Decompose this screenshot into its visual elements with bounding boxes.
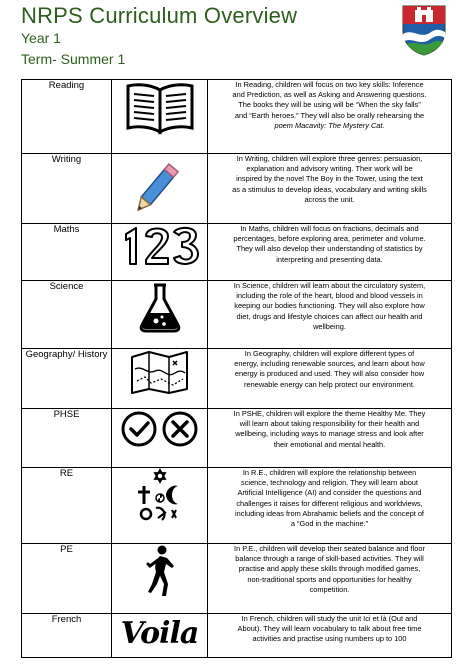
description-line: In PSHE, children will explore the theme Healthy Me. They — [233, 409, 426, 418]
description-line: wellbeing, including ways to manage stress and look after — [235, 429, 424, 439]
icon-cell — [112, 154, 208, 224]
year-label: Year 1 — [21, 30, 61, 46]
description-line: wellbeing. — [313, 321, 346, 331]
table-row — [22, 468, 452, 544]
description-line: energy, including renewable sources, and learn about how — [234, 359, 425, 369]
description-line: their emotional and mental health. — [273, 439, 386, 449]
description-line: percentages, before exploring area, perimeter and volume. — [233, 234, 426, 244]
description — [208, 544, 452, 614]
term-label: Term- Summer 1 — [21, 51, 126, 67]
table-row — [22, 154, 452, 224]
subject-label: Geography/ History — [22, 349, 112, 409]
description-line: In Geography, children will explore different types of — [244, 349, 415, 358]
table-row — [22, 80, 452, 154]
description-line: In Reading, children will focus on two key skills: Inference — [235, 80, 424, 89]
pencil-icon — [130, 154, 190, 214]
description-line: In Science, children will learn about the circulatory system, — [233, 281, 426, 290]
description-line: science, technology and religion. They will learn about — [241, 478, 418, 488]
icon-cell — [112, 468, 208, 544]
description-line: keeping our bodies functioning. They will also explore how — [234, 301, 425, 311]
subject-label: French — [22, 614, 112, 658]
table-row — [22, 544, 452, 614]
numbers-123-icon — [118, 224, 202, 268]
description-line: including ideas from Abrahamic beliefs and the concept of — [235, 508, 424, 518]
description — [208, 154, 452, 224]
subject-label: RE — [22, 468, 112, 544]
description-line: In French, children will study the unit Ici et là (Out and — [241, 614, 418, 623]
description-line: renewable energy can help protect our environment. — [244, 379, 415, 389]
religious-symbols-icon — [132, 468, 188, 526]
description — [208, 281, 452, 349]
description-line: and Prediction, as well as Asking and Answering questions. — [232, 90, 427, 100]
subject-label: PE — [22, 544, 112, 614]
subject-label: Maths — [22, 224, 112, 281]
table-row — [22, 224, 452, 281]
description-line: practise and apply these skills through modified games, — [238, 564, 421, 574]
icon-cell — [112, 224, 208, 281]
description-line: balance through a range of skill-based activities. They will — [235, 554, 424, 564]
athlete-icon — [142, 544, 178, 598]
subject-label: Science — [22, 281, 112, 349]
school-crest-icon — [401, 4, 447, 56]
description-line: across the unit. — [304, 194, 355, 204]
icon-cell — [112, 281, 208, 349]
subject-label: Reading — [22, 80, 112, 154]
subject-label: PHSE — [22, 409, 112, 468]
description-line: activities and practise using numbers up to 100 — [252, 634, 407, 644]
description-line: About). They will learn vocabulary to talk about free time — [237, 624, 422, 634]
description — [208, 409, 452, 468]
description-line: a “God in the machine.” — [290, 519, 369, 529]
map-icon — [129, 349, 191, 395]
description-line: poem Macavity: The Mystery Cat. — [274, 120, 385, 130]
description-line: non-traditional sports and opportunities for healthy — [247, 574, 412, 584]
flask-icon — [138, 281, 182, 333]
icon-cell — [112, 614, 208, 658]
voila-text-icon: Voila — [120, 616, 199, 651]
description-line: interpreting and presenting data. — [276, 254, 383, 264]
description-line: inspired by the novel The Boy in the Tower, using the text — [236, 174, 423, 184]
description-line: In Maths, children will focus on fractions, decimals and — [240, 224, 419, 233]
icon-cell — [112, 409, 208, 468]
description-line: challenges it raises for different religious and worldviews, — [236, 498, 423, 508]
table-row — [22, 614, 452, 658]
description-line: In R.E., children will explore the relationship between — [242, 468, 417, 477]
description-line: including the role of the heart, blood and blood vessels in — [236, 291, 423, 301]
page-title: NRPS Curriculum Overview — [21, 3, 298, 28]
description-line: energy is produced and used. They will also consider how — [234, 369, 425, 379]
description-line: The books they will be using will be “When the sky falls” — [238, 100, 421, 110]
description-line: as a stimulus to develop ideas, vocabulary and writing skills — [232, 184, 427, 194]
description-line: will learn about taking responsibility for their health and — [239, 419, 420, 429]
description-line: and “Earth heroes.” They will also be orally rehearsing the — [234, 110, 425, 120]
table-row — [22, 349, 452, 409]
description-line: In Writing, children will explore three genres: persuasion, — [236, 154, 423, 163]
description-line: competition. — [309, 584, 350, 594]
curriculum-table — [21, 79, 452, 658]
description-line: explanation and advisory writing. Their work will be — [246, 164, 413, 174]
subject-label: Writing — [22, 154, 112, 224]
description — [208, 224, 452, 281]
tick-cross-icon — [119, 409, 201, 449]
icon-cell — [112, 80, 208, 154]
icon-cell — [112, 349, 208, 409]
description — [208, 614, 452, 658]
description-line: Artificial Intelligence (AI) and consider the questions and — [237, 488, 422, 498]
open-book-icon — [124, 80, 196, 136]
description — [208, 80, 452, 154]
icon-cell — [112, 544, 208, 614]
description — [208, 468, 452, 544]
description-line: They will also develop their understanding of statistics by — [236, 244, 423, 254]
description-line: diet, drugs and lifestyle choices can affect our health and — [236, 311, 423, 321]
description-line: In P.E., children will develop their seated balance and floor — [234, 544, 425, 553]
description — [208, 349, 452, 409]
table-row — [22, 281, 452, 349]
table-row — [22, 409, 452, 468]
